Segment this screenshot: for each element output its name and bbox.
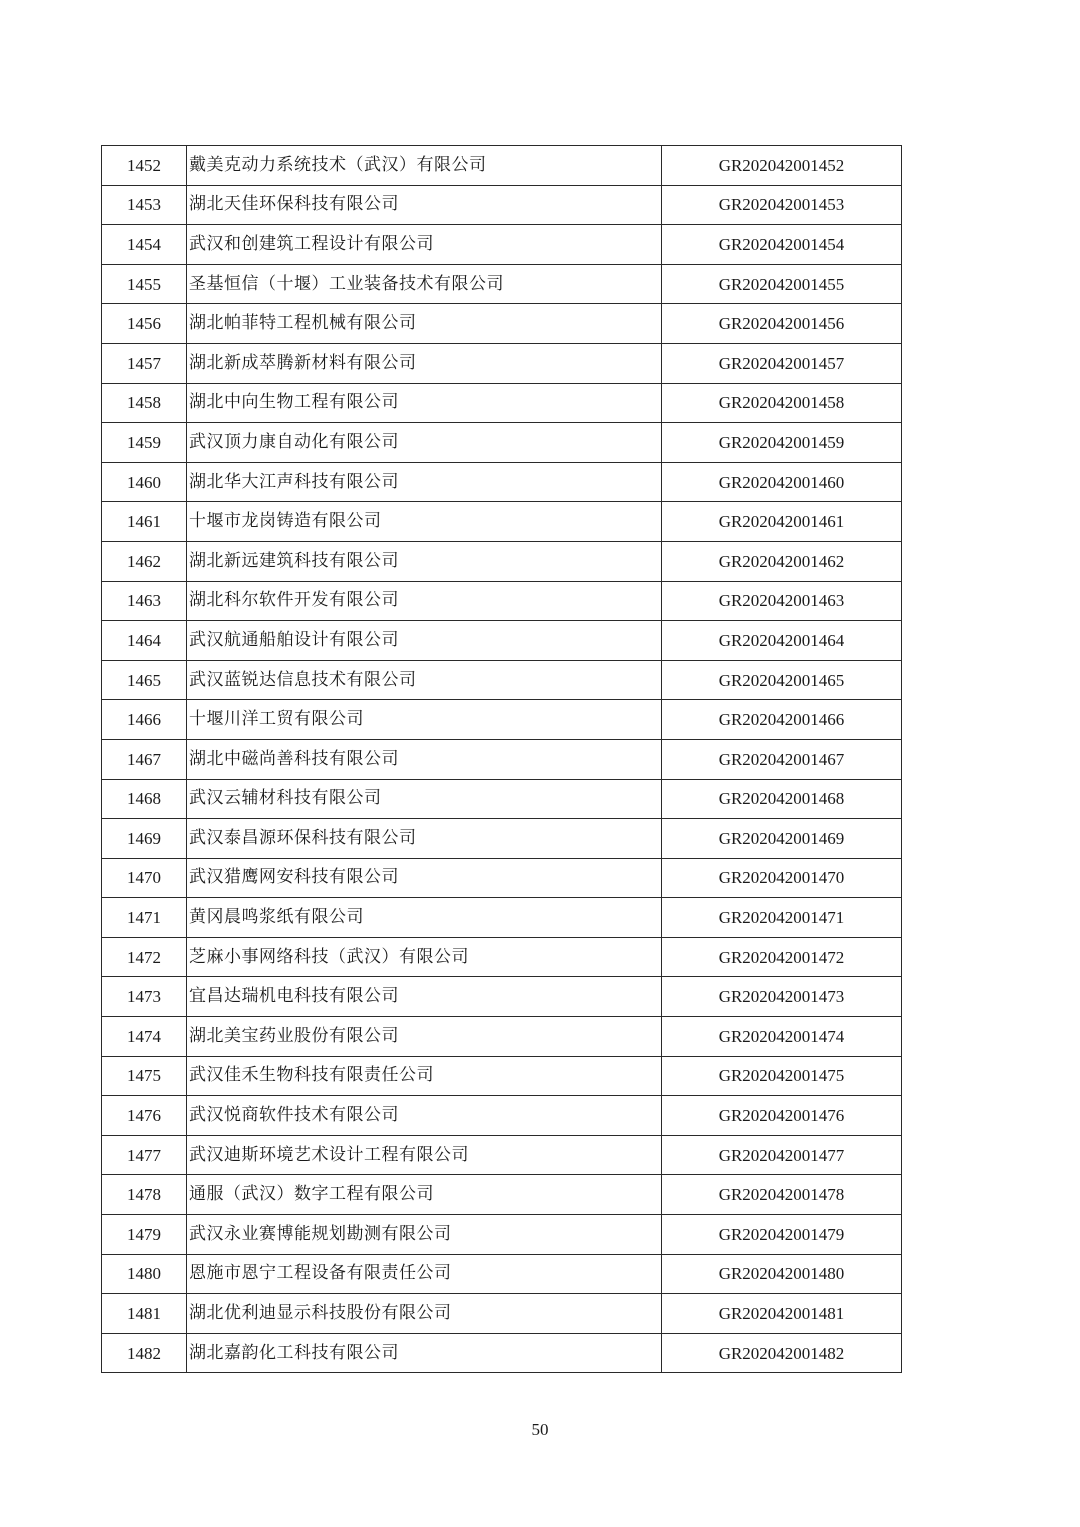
- company-name: 湖北中向生物工程有限公司: [187, 383, 662, 423]
- certificate-code: GR202042001463: [662, 581, 902, 621]
- table-row: [102, 898, 902, 938]
- table-row: [102, 502, 902, 542]
- row-number: 1478: [102, 1175, 187, 1215]
- company-name: 湖北新成萃腾新材料有限公司: [187, 343, 662, 383]
- certificate-code: GR202042001466: [662, 700, 902, 740]
- row-number: 1476: [102, 1096, 187, 1136]
- table-row: [102, 819, 902, 859]
- table-row: [102, 225, 902, 265]
- certificate-code: GR202042001468: [662, 779, 902, 819]
- company-name: 芝麻小事网络科技（武汉）有限公司: [187, 937, 662, 977]
- table-row: [102, 423, 902, 463]
- row-number: 1455: [102, 264, 187, 304]
- company-name: 湖北天佳环保科技有限公司: [187, 185, 662, 225]
- page-number: 50: [531, 1420, 549, 1439]
- company-name: 宜昌达瑞机电科技有限公司: [187, 977, 662, 1017]
- company-name: 武汉云辅材科技有限公司: [187, 779, 662, 819]
- row-number: 1452: [102, 146, 187, 186]
- certificate-code: GR202042001462: [662, 541, 902, 581]
- company-name: 湖北华大江声科技有限公司: [187, 462, 662, 502]
- row-number: 1467: [102, 739, 187, 779]
- row-number: 1459: [102, 423, 187, 463]
- table-row: [102, 304, 902, 344]
- company-name: 黄冈晨鸣浆纸有限公司: [187, 898, 662, 938]
- row-number: 1481: [102, 1294, 187, 1334]
- table-row: [102, 700, 902, 740]
- company-name: 戴美克动力系统技术（武汉）有限公司: [187, 146, 662, 186]
- certificate-code: GR202042001472: [662, 937, 902, 977]
- row-number: 1477: [102, 1135, 187, 1175]
- certificate-code: GR202042001478: [662, 1175, 902, 1215]
- row-number: 1466: [102, 700, 187, 740]
- row-number: 1463: [102, 581, 187, 621]
- certificate-code: GR202042001477: [662, 1135, 902, 1175]
- company-name: 湖北帕菲特工程机械有限公司: [187, 304, 662, 344]
- table-row: [102, 660, 902, 700]
- certificate-code: GR202042001461: [662, 502, 902, 542]
- table-row: [102, 1135, 902, 1175]
- certificate-code: GR202042001465: [662, 660, 902, 700]
- row-number: 1453: [102, 185, 187, 225]
- row-number: 1482: [102, 1333, 187, 1373]
- certificate-code: GR202042001456: [662, 304, 902, 344]
- row-number: 1458: [102, 383, 187, 423]
- company-name: 湖北优利迪显示科技股份有限公司: [187, 1294, 662, 1334]
- table-row: [102, 1215, 902, 1255]
- company-name: 通服（武汉）数字工程有限公司: [187, 1175, 662, 1215]
- row-number: 1469: [102, 819, 187, 859]
- company-name: 武汉永业赛博能规划勘测有限公司: [187, 1215, 662, 1255]
- company-name: 武汉佳禾生物科技有限责任公司: [187, 1056, 662, 1096]
- table-row: [102, 383, 902, 423]
- company-name: 湖北新远建筑科技有限公司: [187, 541, 662, 581]
- company-name: 武汉和创建筑工程设计有限公司: [187, 225, 662, 265]
- row-number: 1474: [102, 1017, 187, 1057]
- company-name: 十堰川洋工贸有限公司: [187, 700, 662, 740]
- company-name: 武汉航通船舶设计有限公司: [187, 621, 662, 661]
- company-name: 武汉悦商软件技术有限公司: [187, 1096, 662, 1136]
- table-row: [102, 581, 902, 621]
- company-name: 武汉迪斯环境艺术设计工程有限公司: [187, 1135, 662, 1175]
- certificate-code: GR202042001458: [662, 383, 902, 423]
- certificate-code: GR202042001467: [662, 739, 902, 779]
- table-row: [102, 1017, 902, 1057]
- company-name: 湖北嘉韵化工科技有限公司: [187, 1333, 662, 1373]
- row-number: 1461: [102, 502, 187, 542]
- table-row: [102, 739, 902, 779]
- row-number: 1468: [102, 779, 187, 819]
- table-row: [102, 977, 902, 1017]
- table-row: [102, 858, 902, 898]
- row-number: 1472: [102, 937, 187, 977]
- row-number: 1457: [102, 343, 187, 383]
- certificate-code: GR202042001474: [662, 1017, 902, 1057]
- table-row: [102, 1254, 902, 1294]
- row-number: 1473: [102, 977, 187, 1017]
- certificate-code: GR202042001473: [662, 977, 902, 1017]
- table-row: [102, 1056, 902, 1096]
- certificate-code: GR202042001454: [662, 225, 902, 265]
- table-row: [102, 1294, 902, 1334]
- row-number: 1465: [102, 660, 187, 700]
- row-number: 1471: [102, 898, 187, 938]
- table-row: [102, 185, 902, 225]
- company-name: 十堰市龙岗铸造有限公司: [187, 502, 662, 542]
- company-name: 武汉泰昌源环保科技有限公司: [187, 819, 662, 859]
- certificate-code: GR202042001479: [662, 1215, 902, 1255]
- certificate-code: GR202042001460: [662, 462, 902, 502]
- table-row: [102, 541, 902, 581]
- company-name: 恩施市恩宁工程设备有限责任公司: [187, 1254, 662, 1294]
- certificate-code: GR202042001457: [662, 343, 902, 383]
- row-number: 1479: [102, 1215, 187, 1255]
- company-name: 湖北科尔软件开发有限公司: [187, 581, 662, 621]
- company-name: 武汉顶力康自动化有限公司: [187, 423, 662, 463]
- certificate-code: GR202042001455: [662, 264, 902, 304]
- certificate-code: GR202042001482: [662, 1333, 902, 1373]
- table-row: [102, 1096, 902, 1136]
- table-row: [102, 1175, 902, 1215]
- table-body: [102, 146, 902, 1373]
- certificate-code: GR202042001481: [662, 1294, 902, 1334]
- table-row: [102, 462, 902, 502]
- company-name: 圣基恒信（十堰）工业装备技术有限公司: [187, 264, 662, 304]
- row-number: 1464: [102, 621, 187, 661]
- company-name: 武汉蓝锐达信息技术有限公司: [187, 660, 662, 700]
- certificate-code: GR202042001475: [662, 1056, 902, 1096]
- row-number: 1454: [102, 225, 187, 265]
- table-row: [102, 264, 902, 304]
- certificate-code: GR202042001464: [662, 621, 902, 661]
- table-row: [102, 1333, 902, 1373]
- company-name: 湖北美宝药业股份有限公司: [187, 1017, 662, 1057]
- table-row: [102, 937, 902, 977]
- certificate-code: GR202042001459: [662, 423, 902, 463]
- row-number: 1480: [102, 1254, 187, 1294]
- table-row: [102, 343, 902, 383]
- table-row: [102, 621, 902, 661]
- table-row: [102, 146, 902, 186]
- company-name: 湖北中磁尚善科技有限公司: [187, 739, 662, 779]
- certificate-code: GR202042001480: [662, 1254, 902, 1294]
- row-number: 1460: [102, 462, 187, 502]
- certificate-code: GR202042001469: [662, 819, 902, 859]
- table-row: [102, 779, 902, 819]
- row-number: 1475: [102, 1056, 187, 1096]
- certificate-code: GR202042001476: [662, 1096, 902, 1136]
- certificate-code: GR202042001452: [662, 146, 902, 186]
- company-name: 武汉猎鹰网安科技有限公司: [187, 858, 662, 898]
- row-number: 1462: [102, 541, 187, 581]
- row-number: 1470: [102, 858, 187, 898]
- certificate-code: GR202042001471: [662, 898, 902, 938]
- certificate-code: GR202042001470: [662, 858, 902, 898]
- company-list-table: [101, 145, 902, 1373]
- row-number: 1456: [102, 304, 187, 344]
- certificate-code: GR202042001453: [662, 185, 902, 225]
